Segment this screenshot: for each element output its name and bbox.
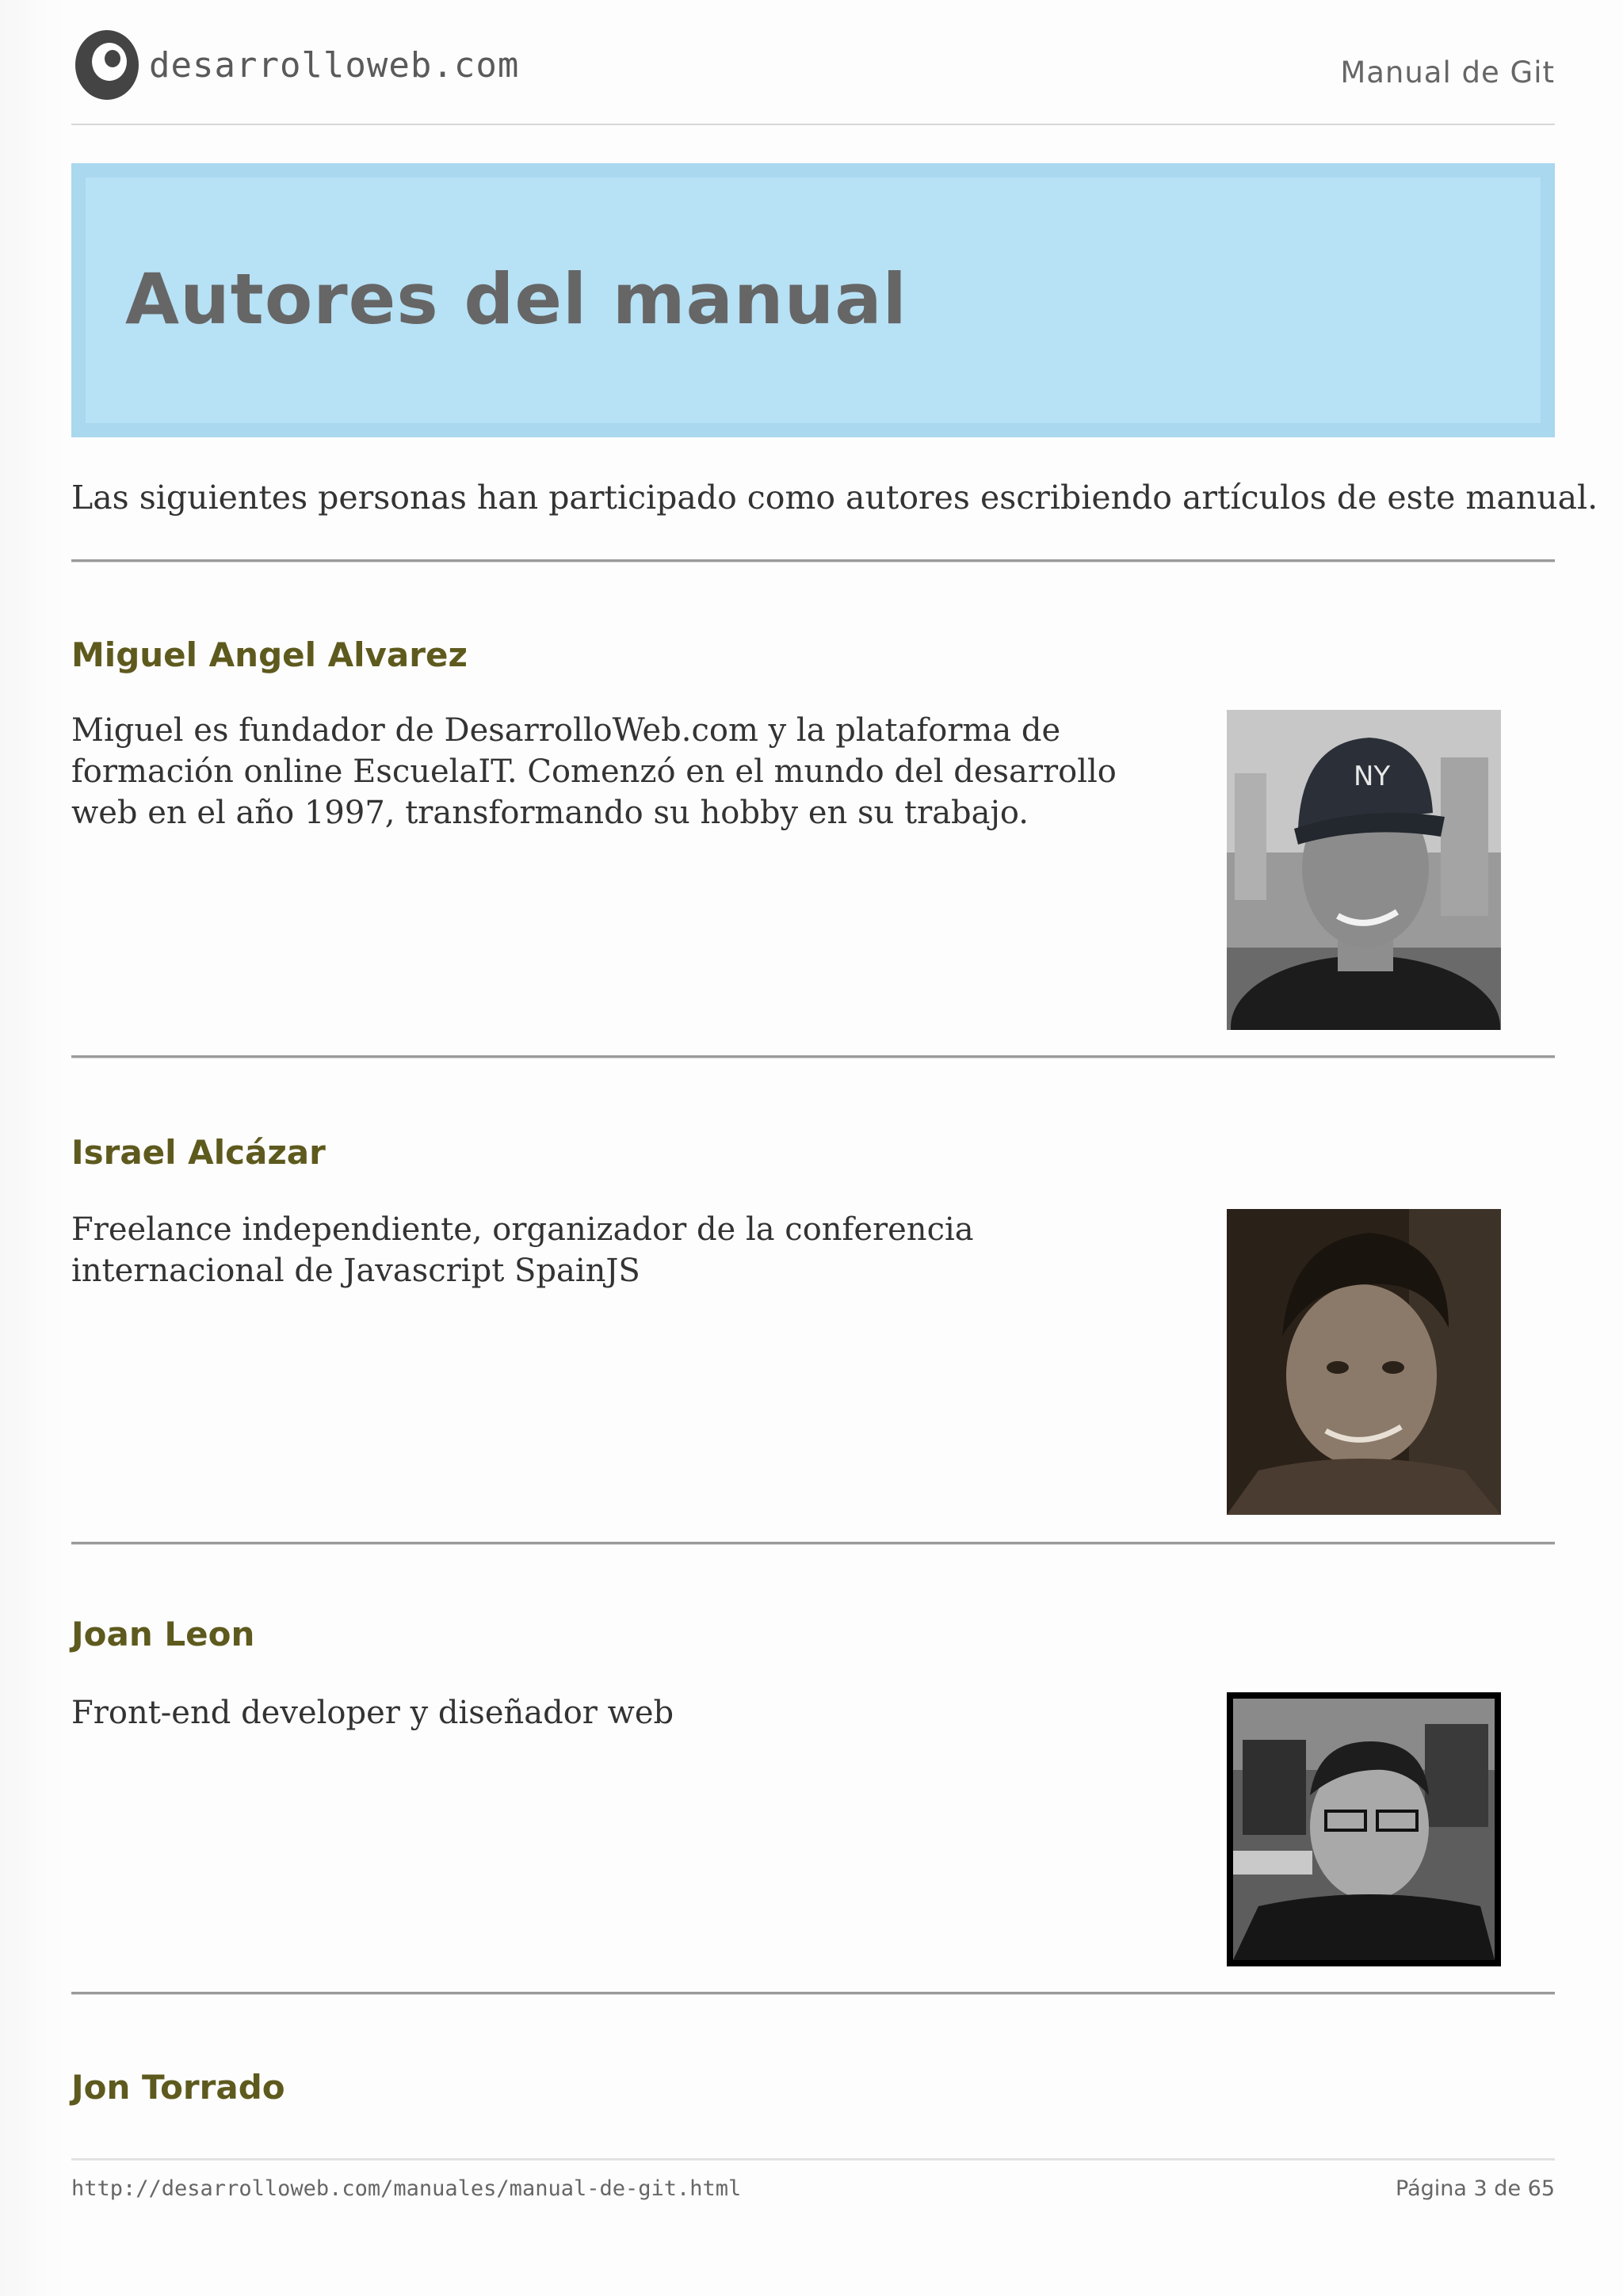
footer-url[interactable]: http://desarrolloweb.com/manuales/manual-de-git.html (71, 2176, 742, 2201)
page-footer (71, 2158, 1555, 2208)
author-photo (1227, 1692, 1501, 1966)
author-name: Miguel Angel Alvarez (71, 635, 468, 674)
section-divider (71, 1992, 1555, 1995)
author-name: Israel Alcázar (71, 1133, 326, 1172)
author-description: Freelance independiente, organizador de la conferencia internacional de Javascript SpainJS (71, 1211, 974, 1289)
author-photo-image (1227, 710, 1501, 1030)
page-header (71, 22, 1555, 125)
page-title: Autores del manual (125, 258, 907, 340)
site-logo[interactable] (71, 25, 519, 105)
title-banner (71, 163, 1555, 437)
author-photo-image (1227, 1209, 1501, 1515)
section-divider (71, 559, 1555, 563)
intro-text: Las siguientes personas han participado como autores escribiendo artículos de este manual. (71, 479, 1598, 517)
author-name: Joan Leon (71, 1615, 255, 1653)
author-description: Miguel es fundador de DesarrolloWeb.com y la plataforma de formación online EscuelaIT. Comenzó en el mundo del desarrollo web en el año 1997, transformando su hobby en su trabajo. (71, 712, 1117, 831)
svg-text:NY: NY (1354, 761, 1391, 792)
manual-title: Manual de Git (1340, 55, 1555, 90)
section-divider (71, 1542, 1555, 1545)
author-photo (1227, 710, 1501, 1030)
section-divider (71, 1055, 1555, 1058)
author-name: Jon Torrado (71, 2068, 285, 2107)
author-photo-image (1227, 1692, 1501, 1966)
author-description: Front-end developer y diseñador web (71, 1695, 674, 1731)
author-photo (1227, 1209, 1501, 1515)
logo-ring-icon (71, 27, 143, 103)
logo-text: desarrolloweb.com (149, 44, 520, 86)
page-number: Página 3 de 65 (1396, 2176, 1555, 2201)
